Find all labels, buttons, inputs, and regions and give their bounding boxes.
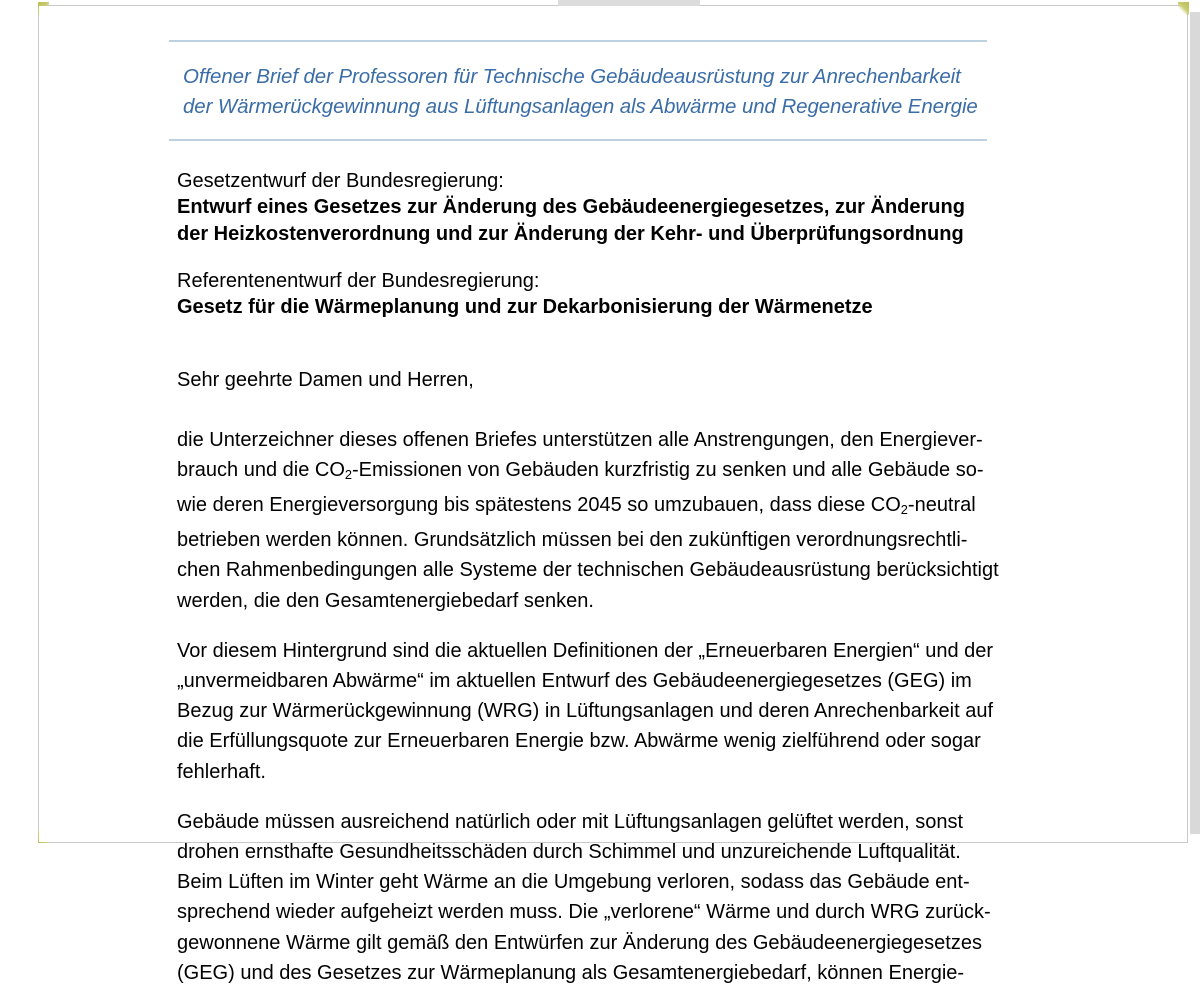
paragraph-1-line-5: chen Rahmenbedingungen alle Systeme der technischen Gebäudeausrüstung berücksichtigt <box>177 559 999 582</box>
letter-body <box>177 367 1019 988</box>
paragraph-1-line-6: werden, die den Gesamtenergiebedarf senken. <box>177 589 594 612</box>
salutation: Sehr geehrte Damen und Herren, <box>177 369 474 391</box>
paragraph-2-line-4: die Erfüllungsquote zur Erneuerbaren Energie bzw. Abwärme wenig zielführend oder sogar <box>177 730 981 753</box>
paragraph-3 <box>177 807 1019 988</box>
heading-group-gesetzentwurf <box>177 168 1019 248</box>
heading-intro-1: Gesetzentwurf der Bundesregierung: <box>177 170 504 192</box>
paragraph-3-line-1: Gebäude müssen ausreichend natürlich oder mit Lüftungsanlagen gelüftet werden, sonst <box>177 810 964 833</box>
paragraph-2-line-2: „unvermeidbaren Abwärme“ im aktuellen Entwurf des Gebäudeenergiegesetzes (GEG) im <box>177 670 972 693</box>
paragraph-2-line-1: Vor diesem Hintergrund sind die aktuellen Definitionen der „Erneuerbaren Energien“ und der <box>177 639 994 662</box>
page-title-line-2: der Wärmerückgewinnung aus Lüftungsanlagen als Abwärme und Regenerative Energie <box>183 95 978 118</box>
heading-bold-2-line-1: Gesetz für die Wärmeplanung und zur Dekarbonisierung der Wärmenetze <box>177 296 873 318</box>
paragraph-1-line-4: betrieben werden können. Grundsätzlich müssen bei den zukünftigen verordnungsrechtli- <box>177 529 968 552</box>
paragraph-3-line-4: sprechend wieder aufgeheizt werden muss. Die „verlorene“ Wärme und durch WRG zurück- <box>177 901 991 924</box>
paragraph-2-line-5: fehlerhaft. <box>177 760 266 783</box>
vertical-scrollbar-thumb[interactable] <box>1190 12 1200 834</box>
title-rule-top <box>169 40 987 42</box>
paragraph-3-line-3: Beim Lüften im Winter geht Wärme an die Umgebung verloren, sodass das Gebäude ent- <box>177 871 970 894</box>
heading-bold-1 <box>177 194 1019 248</box>
paragraph-3-line-6: (GEG) und des Gesetzes zur Wärmeplanung als Gesamtenergiebedarf, können Energie- <box>177 961 965 984</box>
paragraph-3-line-2: drohen ernsthafte Gesundheitsschäden durch Schimmel und unzureichende Luftqualität. <box>177 841 961 864</box>
heading-bold-1-line-1: Entwurf eines Gesetzes zur Änderung des Gebäudeenergiegesetzes, zur Änderung <box>177 196 965 218</box>
paragraph-2 <box>177 636 1019 787</box>
heading-bold-1-line-2: der Heizkostenverordnung und zur Änderung der Kehr- und Überprüfungsordnung <box>177 223 964 245</box>
document-page <box>39 6 1149 984</box>
heading-block <box>177 168 1019 321</box>
paragraph-3-line-5: gewonnene Wärme gilt gemäß den Entwürfen zur Änderung des Gebäudeenergiegesetzes <box>177 931 982 954</box>
paragraph-1-line-3: wie deren Energieversorgung bis spätestens 2045 so umzubauen, dass diese $CO_2$-neutral <box>177 494 976 518</box>
heading-group-referentenentwurf <box>177 268 1019 321</box>
heading-bold-2 <box>177 294 1019 321</box>
paragraph-1 <box>177 425 1019 616</box>
paragraph-1-line-2: brauch und die $CO_2$-Emissionen von Gebäuden kurzfristig zu senken und alle Gebäude so- <box>177 459 984 483</box>
heading-intro-2: Referentenentwurf der Bundesregierung: <box>177 270 540 292</box>
paragraph-2-line-3: Bezug zur Wärmerückgewinnung (WRG) in Lüftungsanlagen und deren Anrechenbarkeit auf <box>177 700 994 723</box>
paragraph-1-line-1: die Unterzeichner dieses offenen Briefes unterstützen alle Anstrengungen, den Energiever- <box>177 429 983 451</box>
title-rule-bottom <box>169 139 987 141</box>
page-title <box>183 62 989 122</box>
page-title-line-1: Offener Brief der Professoren für Technische Gebäudeausrüstung zur Anrechenbarkeit <box>183 65 961 88</box>
document-content <box>169 40 1019 1008</box>
vertical-scrollbar-track[interactable] <box>1190 6 1200 834</box>
